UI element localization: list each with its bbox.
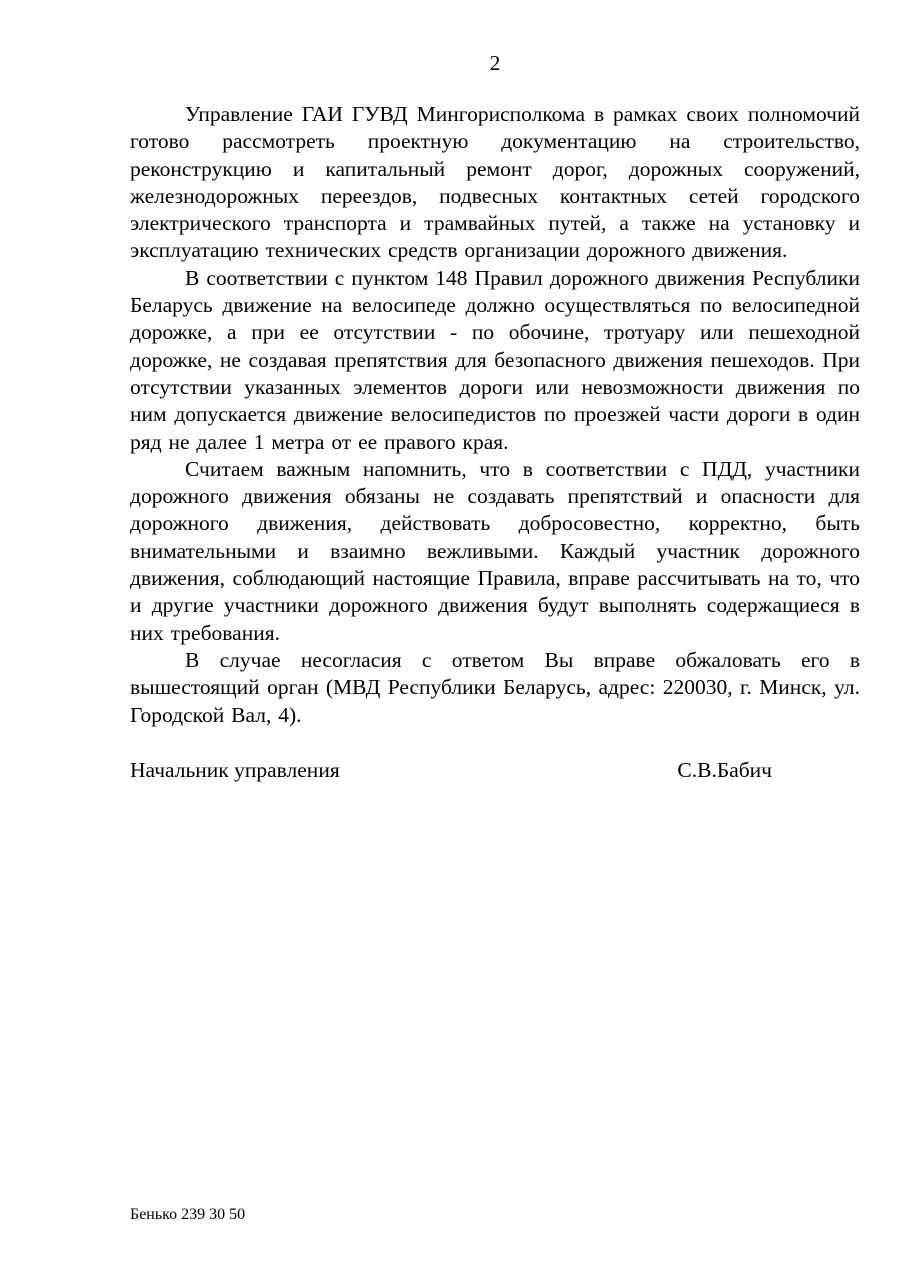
signature-name: С.В.Бабич xyxy=(677,758,772,782)
document-body xyxy=(130,101,860,729)
signature-row xyxy=(130,757,860,784)
paragraph-3: Считаем важным напомнить, что в соответствии с ПДД, участники дорожного движения обязаны не создавать препятствий и опасности для дорожного движения, действовать добросовестно, корректно, быть внимательными и взаимно вежливыми. Каждый участник дорожного движения, соблюдающий настоящие Правила, вправе рассчитывать на то, что и другие участники дорожного движения будут выполнять содержащиеся в них требования. xyxy=(130,456,860,645)
paragraph-1: Управление ГАИ ГУВД Мингорисполкома в рамках своих полномочий готово рассмотреть проектную документацию на строительство, реконструкцию и капитальный ремонт дорог, дорожных сооружений, железнодорожных переездов, подвесных контактных сетей городского электрического транспорта и трамвайных путей, а также на установку и эксплуатацию технических средств организации дорожного движения. xyxy=(130,102,860,263)
paragraph-2: В соответствии с пунктом 148 Правил дорожного движения Республики Беларусь движение на велосипеде должно осуществляться по велосипедной дорожке, а при ее отсутствии - по обочине, тротуару или пешеходной дорожке, не создавая препятствия для безопасного движения пешеходов. При отсутствии указанных элементов дороги или невозможности движения по ним допускается движение велосипедистов по проезжей части дороги в один ряд не далее 1 метра от ее правого края. xyxy=(130,265,860,454)
footer-executor: Бенько 239 30 50 xyxy=(130,1206,246,1223)
paragraph-4: В случае несогласия с ответом Вы вправе обжаловать его в вышестоящий орган (МВД Республики Беларусь, адрес: 220030, г. Минск, ул. Городской Вал, 4). xyxy=(130,647,860,727)
page-number: 2 xyxy=(489,51,501,75)
signature-title: Начальник управления xyxy=(130,758,340,782)
